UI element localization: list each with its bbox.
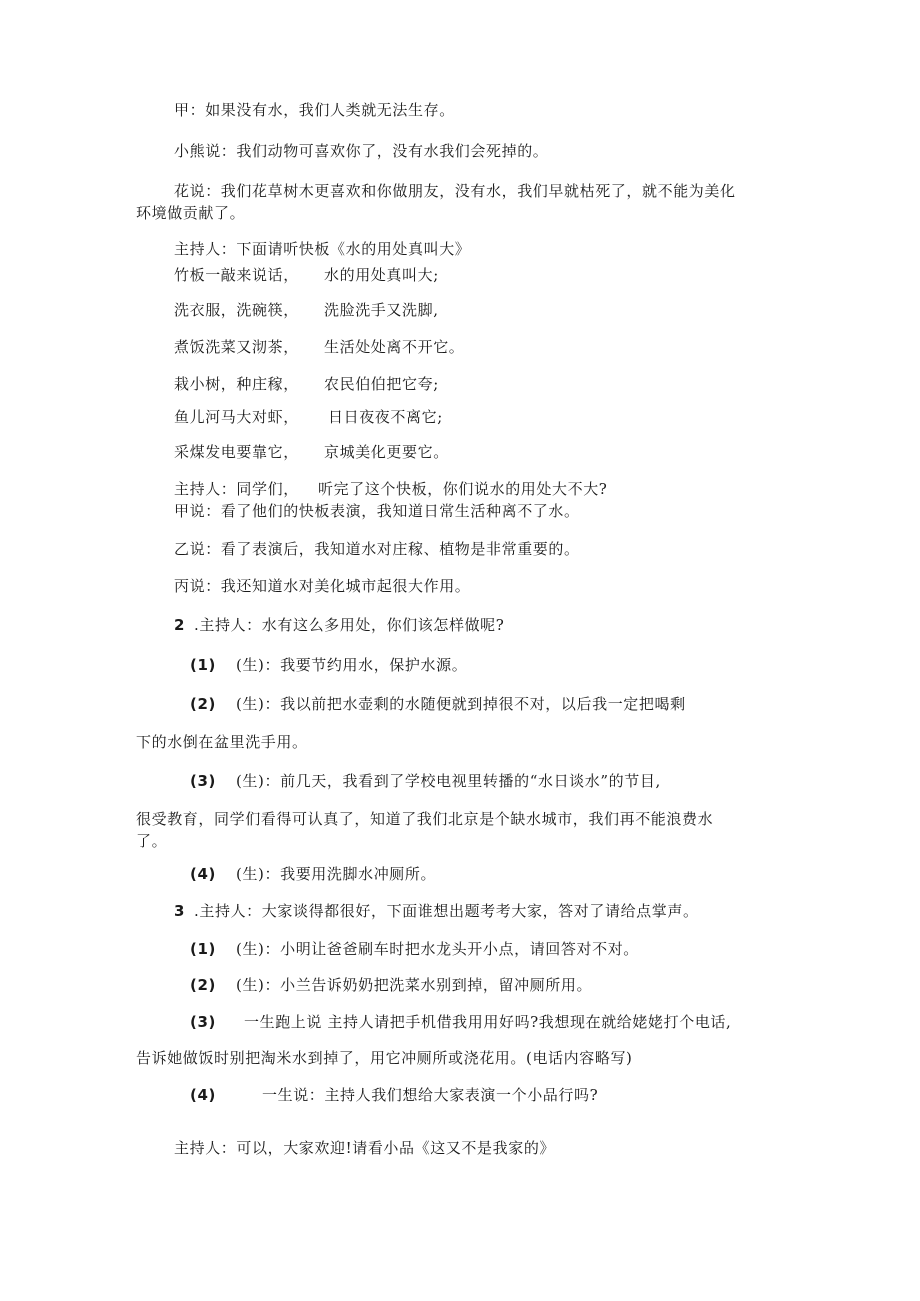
host-line: 主持人：同学们，: [174, 480, 299, 498]
poem-line-right: 农民伯伯把它夸;: [324, 375, 439, 393]
item-text: (生)：前几天，我看到了学校电视里转播的“水日谈水”的节目,: [236, 772, 661, 790]
item-number: (3): [190, 1013, 216, 1031]
poem-line-left: 采煤发电要靠它，: [174, 443, 299, 461]
dialogue-line: 甲：如果没有水，我们人类就无法生存。: [174, 101, 455, 119]
poem-line-right: 生活处处离不开它。: [324, 338, 465, 356]
item-text-continued: 告诉她做饭时别把淘米水到掉了，用它冲厕所或浇花用。(电话内容略写): [136, 1049, 633, 1067]
section-number: 3: [174, 902, 186, 920]
poem-line-left: 洗衣服，洗碗筷，: [174, 301, 299, 319]
item-number: (3): [190, 772, 216, 790]
poem-line-left: 鱼儿河马大对虾，: [174, 408, 299, 426]
poem-line-right: 洗脸洗手又洗脚,: [324, 301, 439, 319]
item-number: (1): [190, 940, 216, 958]
item-number: (2): [190, 695, 216, 713]
dialogue-line-continued: 环境做贡献了。: [136, 204, 246, 222]
item-text: 一生说：主持人我们想给大家表演一个小品行吗?: [262, 1086, 599, 1104]
item-text-continued: 很受教育，同学们看得可认真了，知道了我们北京是个缺水城市，我们再不能浪费水: [136, 810, 714, 828]
item-text: 一生跑上说 主持人请把手机借我用用好吗?我想现在就给姥姥打个电话,: [244, 1013, 732, 1031]
item-text: (生)：我以前把水壶剩的水随便就到掉很不对，以后我一定把喝剩: [236, 695, 686, 713]
dialogue-line: 花说：我们花草树木更喜欢和你做朋友，没有水，我们早就枯死了，就不能为美化: [174, 182, 736, 200]
poem-line-left: 竹板一敲来说话，: [174, 266, 299, 284]
poem-line-right: 日日夜夜不离它;: [328, 408, 443, 426]
host-line: 主持人：下面请听快板《水的用处真叫大》: [174, 240, 471, 258]
section-heading: .主持人：水有这么多用处，你们该怎样做呢?: [194, 616, 505, 634]
item-text: (生)：小明让爸爸刷车时把水龙头开小点，请回答对不对。: [236, 940, 639, 958]
poem-line-left: 栽小树，种庄稼，: [174, 375, 299, 393]
item-text: (生)：小兰告诉奶奶把洗菜水别到掉，留冲厕所用。: [236, 976, 593, 994]
item-text-continued: 了。: [136, 832, 168, 850]
section-number: 2: [174, 616, 186, 634]
item-text: (生)：我要用洗脚水冲厕所。: [236, 865, 437, 883]
poem-line-right: 水的用处真叫大;: [324, 266, 439, 284]
item-text-continued: 下的水倒在盆里洗手用。: [136, 733, 308, 751]
item-number: (1): [190, 656, 216, 674]
host-line: 主持人：可以，大家欢迎!请看小品《这又不是我家的》: [174, 1139, 556, 1157]
item-text: (生)：我要节约用水，保护水源。: [236, 656, 468, 674]
section-heading: .主持人：大家谈得都很好，下面谁想出题考考大家，答对了请给点掌声。: [194, 902, 699, 920]
dialogue-line: 乙说：看了表演后，我知道水对庄稼、植物是非常重要的。: [174, 540, 580, 558]
dialogue-line: 丙说：我还知道水对美化城市起很大作用。: [174, 577, 471, 595]
poem-line-left: 煮饭洗菜又沏茶，: [174, 338, 299, 356]
host-line-cont: 听完了这个快板，你们说水的用处大不大?: [318, 480, 608, 498]
dialogue-line: 甲说：看了他们的快板表演，我知道日常生活种离不了水。: [174, 502, 580, 520]
dialogue-line: 小熊说：我们动物可喜欢你了，没有水我们会死掉的。: [174, 142, 549, 160]
item-number: (4): [190, 1086, 216, 1104]
poem-line-right: 京城美化更要它。: [324, 443, 449, 461]
item-number: (4): [190, 865, 216, 883]
item-number: (2): [190, 976, 216, 994]
